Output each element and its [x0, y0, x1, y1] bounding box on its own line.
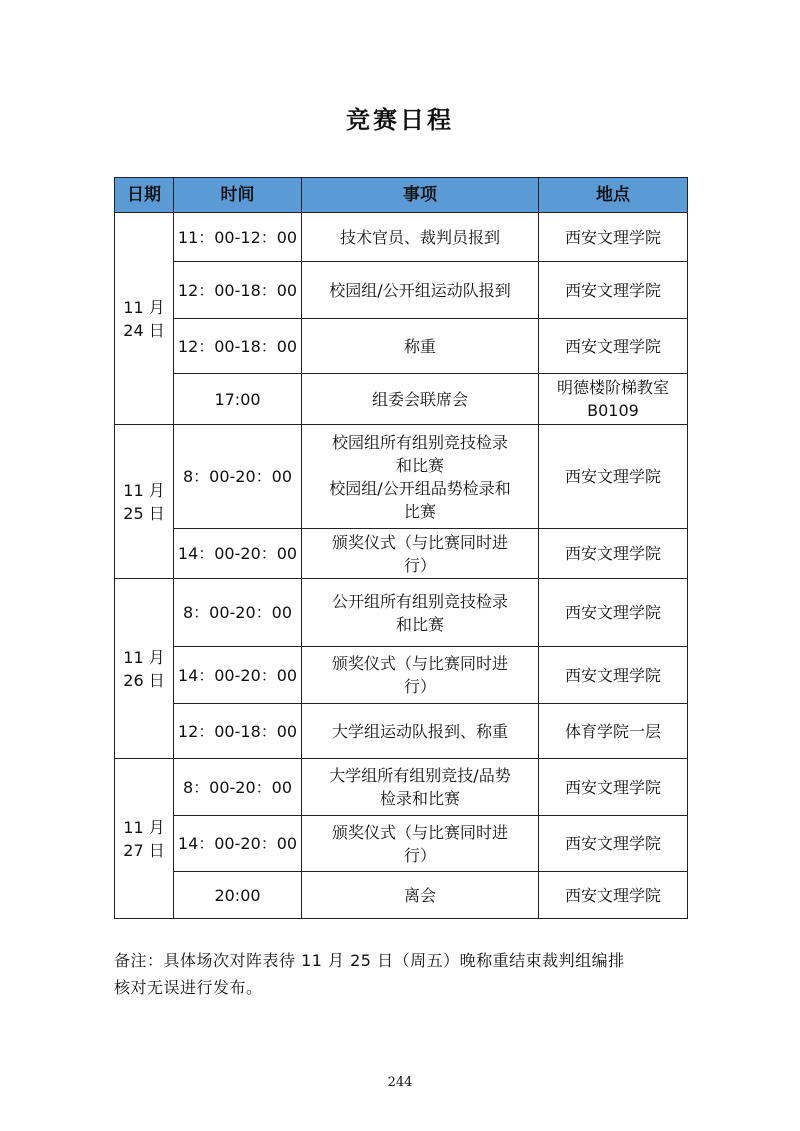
location-line: 西安文理学院	[564, 280, 661, 300]
event-cell	[302, 529, 539, 579]
event-line: 组委会联席会	[371, 389, 468, 409]
event-cell	[302, 579, 539, 647]
table-row	[115, 759, 688, 816]
date-line: 11 月	[123, 480, 165, 500]
location-line: 西安文理学院	[564, 467, 661, 486]
location-line: 西安文理学院	[564, 834, 661, 853]
location-cell	[539, 816, 688, 872]
date-line: 25 日	[123, 503, 165, 523]
page-number: 244	[387, 1075, 413, 1090]
table-row	[115, 704, 688, 759]
table-row	[115, 816, 688, 872]
footnote-line: 备注：具体场次对阵表待 11 月 25 日（周五）晚称重结束裁判组编排	[114, 951, 625, 970]
table-row	[115, 579, 688, 647]
time-cell: 8：00-20：00	[174, 759, 302, 816]
date-cell	[115, 425, 174, 579]
date-line: 11 月	[123, 297, 165, 317]
event-line: 比赛	[403, 501, 436, 521]
event-line: 校园组所有组别竞技检录	[331, 432, 508, 452]
event-cell	[302, 374, 539, 425]
time-cell: 12：00-18：00	[174, 319, 302, 374]
location-cell	[539, 529, 688, 579]
time-cell: 17:00	[174, 374, 302, 425]
date-line: 24 日	[123, 320, 165, 340]
location-cell	[539, 262, 688, 319]
date-line: 11 月	[123, 817, 165, 837]
event-line: 颁奖仪式（与比赛同时进	[331, 532, 508, 552]
location-line: 西安文理学院	[564, 777, 661, 797]
location-cell	[539, 425, 688, 529]
location-cell	[539, 374, 688, 425]
event-line: 检录和比赛	[379, 789, 460, 808]
event-cell	[302, 759, 539, 816]
table-row	[115, 262, 688, 319]
location-cell	[539, 704, 688, 759]
location-cell	[539, 647, 688, 704]
event-cell	[302, 213, 539, 262]
location-line: 西安文理学院	[564, 603, 661, 622]
time-cell: 12：00-18：00	[174, 262, 302, 319]
location-cell	[539, 213, 688, 262]
event-line: 和比赛	[395, 614, 444, 634]
schedule-body	[115, 213, 688, 919]
location-cell	[539, 759, 688, 816]
event-cell	[302, 704, 539, 759]
event-line: 行）	[403, 845, 436, 865]
event-cell	[302, 647, 539, 704]
table-row	[115, 319, 688, 374]
date-cell	[115, 759, 174, 919]
event-line: 行）	[403, 677, 436, 696]
table-row	[115, 872, 688, 919]
location-cell	[539, 579, 688, 647]
schedule-table	[114, 177, 688, 919]
table-row	[115, 647, 688, 704]
time-cell: 14：00-20：00	[174, 647, 302, 704]
location-line: B0109	[587, 401, 639, 420]
event-line: 校园组/公开组品势检录和	[329, 478, 511, 498]
header-location: 地点	[539, 178, 688, 213]
event-line: 和比赛	[395, 455, 444, 475]
header-time: 时间	[174, 178, 302, 213]
time-cell: 14：00-20：00	[174, 529, 302, 579]
event-line: 公开组所有组别竞技检录	[331, 591, 508, 611]
table-row	[115, 529, 688, 579]
location-line: 西安文理学院	[564, 227, 661, 247]
page-title: 竞赛日程	[346, 106, 454, 134]
time-cell: 14：00-20：00	[174, 816, 302, 872]
location-cell	[539, 319, 688, 374]
table-header-row	[115, 178, 688, 213]
event-line: 行）	[403, 555, 436, 575]
location-line: 西安文理学院	[564, 885, 661, 905]
event-line: 颁奖仪式（与比赛同时进	[331, 654, 508, 673]
location-cell	[539, 872, 688, 919]
event-line: 颁奖仪式（与比赛同时进	[331, 822, 508, 842]
date-line: 27 日	[123, 840, 165, 860]
time-cell: 20:00	[174, 872, 302, 919]
table-row	[115, 425, 688, 529]
event-line: 校园组/公开组运动队报到	[329, 280, 511, 300]
time-cell: 8：00-20：00	[174, 425, 302, 529]
event-line: 离会	[403, 885, 436, 905]
location-line: 西安文理学院	[564, 665, 661, 685]
footnote	[114, 947, 687, 1001]
event-cell	[302, 425, 539, 529]
time-cell: 8：00-20：00	[174, 579, 302, 647]
location-line: 西安文理学院	[564, 336, 661, 356]
table-row	[115, 374, 688, 425]
event-cell	[302, 872, 539, 919]
date-cell	[115, 213, 174, 425]
location-line: 明德楼阶梯教室	[556, 378, 669, 397]
date-line: 26 日	[123, 670, 165, 690]
footnote-line: 核对无误进行发布。	[114, 978, 263, 997]
event-cell	[302, 816, 539, 872]
location-line: 西安文理学院	[564, 544, 661, 563]
time-cell: 12：00-18：00	[174, 704, 302, 759]
date-line: 11 月	[123, 647, 165, 667]
time-cell: 11：00-12：00	[174, 213, 302, 262]
table-row	[115, 213, 688, 262]
date-cell	[115, 579, 174, 759]
event-cell	[302, 262, 539, 319]
event-line: 大学组运动队报到、称重	[331, 721, 508, 741]
header-event: 事项	[302, 178, 539, 213]
header-date: 日期	[115, 178, 174, 213]
event-line: 大学组所有组别竞技/品势	[329, 766, 511, 785]
event-cell	[302, 319, 539, 374]
event-line: 技术官员、裁判员报到	[339, 227, 500, 247]
event-line: 称重	[403, 336, 436, 356]
location-line: 体育学院一层	[564, 721, 661, 741]
